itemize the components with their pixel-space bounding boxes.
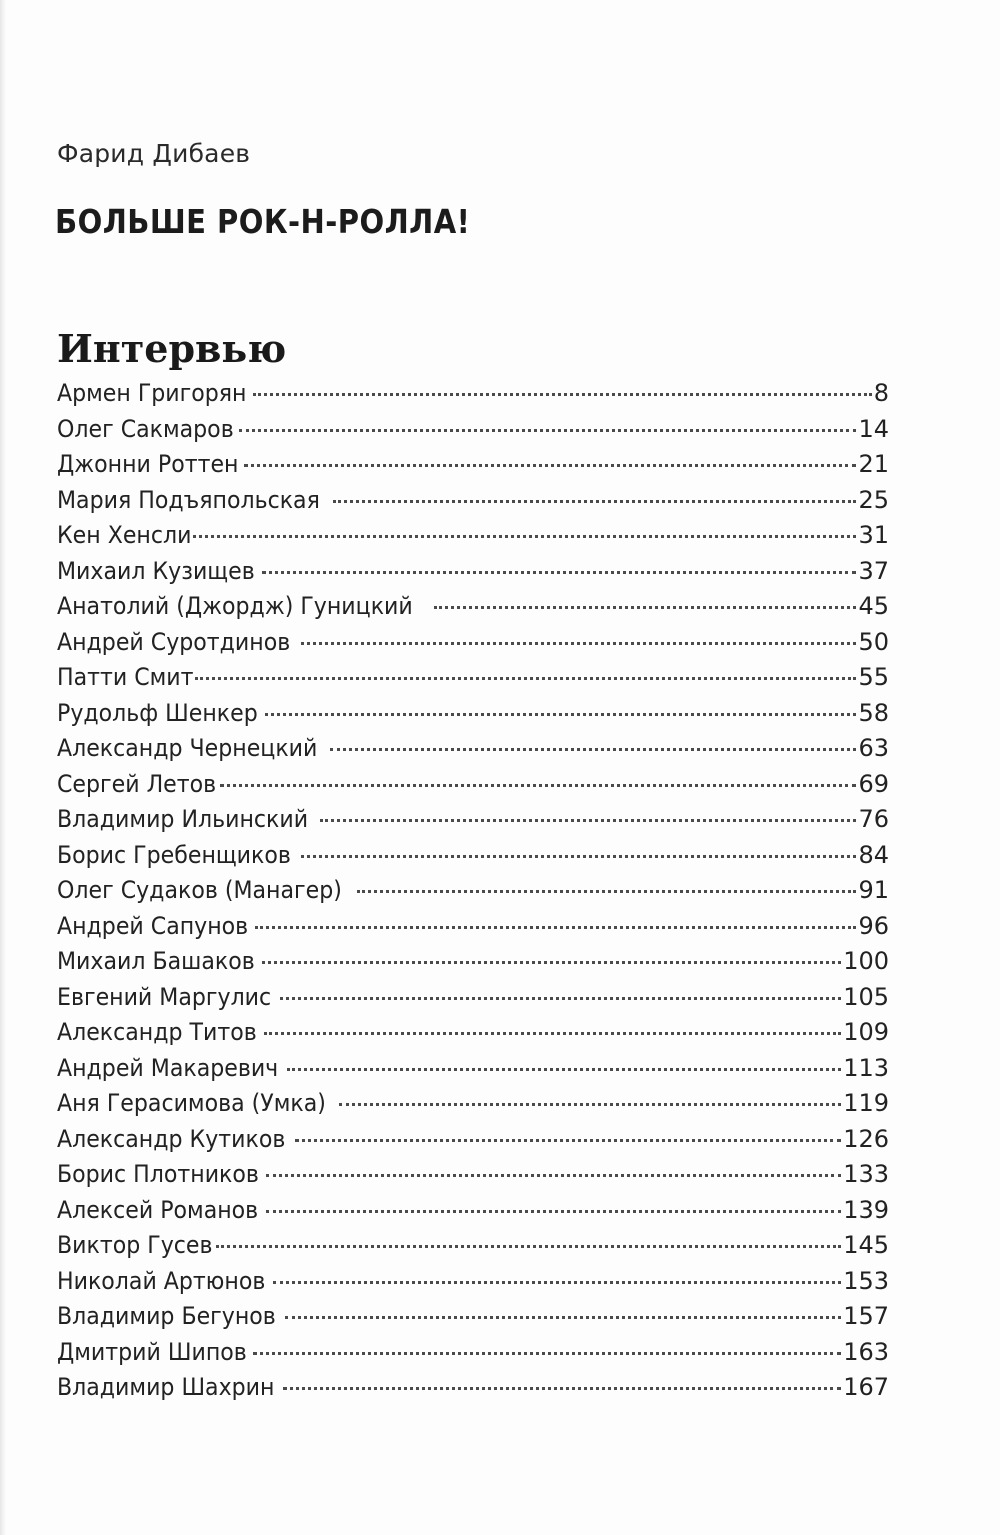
toc-entry-page-number: 58 <box>858 698 889 727</box>
toc-entry <box>57 1335 889 1371</box>
toc-entry-name: Алексей Романов <box>57 1195 259 1224</box>
toc-dot-leader <box>195 677 856 680</box>
toc-entry-name: Андрей Суротдинов <box>57 627 291 656</box>
toc-entry-page-number: 100 <box>843 947 889 975</box>
toc-entry <box>57 1264 889 1300</box>
toc-entry-name: Александр Чернецкий <box>57 734 318 762</box>
toc-dot-leader <box>266 1174 841 1177</box>
toc-dot-leader <box>266 1210 841 1213</box>
toc-entry-page-number: 50 <box>858 627 889 656</box>
toc-dot-leader <box>333 500 857 503</box>
toc-entry <box>57 1370 889 1406</box>
toc-entry-page-number: 45 <box>858 592 889 620</box>
toc-entry-page-number: 8 <box>873 379 889 407</box>
toc-dot-leader <box>273 1281 841 1284</box>
toc-entry <box>57 696 889 732</box>
toc-dot-leader <box>193 535 856 538</box>
toc-dot-leader <box>295 1139 841 1142</box>
toc-entry-name: Аня Герасимова (Умка) <box>57 1089 326 1117</box>
toc-entry-page-number: 76 <box>858 805 889 833</box>
toc-dot-leader <box>283 1387 841 1390</box>
toc-dot-leader <box>357 890 857 893</box>
toc-entry-name: Борис Гребенщиков <box>57 840 291 869</box>
toc-dot-leader <box>216 1245 841 1248</box>
toc-dot-leader <box>285 1316 841 1319</box>
toc-entry-page-number: 31 <box>858 521 889 549</box>
toc-entry-name: Джонни Роттен <box>57 450 239 478</box>
toc-entry-page-number: 119 <box>843 1089 889 1117</box>
toc-entry-name: Рудольф Шенкер <box>57 698 258 727</box>
toc-entry-page-number: 153 <box>843 1266 889 1295</box>
toc-dot-leader <box>262 571 857 574</box>
toc-entry-page-number: 63 <box>858 734 889 762</box>
toc-entry-page-number: 145 <box>843 1231 889 1259</box>
toc-entry-page-number: 37 <box>858 556 889 585</box>
toc-dot-leader <box>220 784 856 787</box>
toc-entry <box>57 1122 889 1158</box>
toc-entry-name: Олег Судаков (Манагер) <box>57 876 342 904</box>
toc-entry-page-number: 21 <box>858 450 889 478</box>
toc-entry-name: Николай Артюнов <box>57 1266 266 1295</box>
toc-dot-leader <box>434 606 857 609</box>
toc-entry-page-number: 109 <box>843 1018 889 1046</box>
toc-entry <box>57 767 889 803</box>
toc-entry-name: Андрей Макаревич <box>57 1053 279 1082</box>
toc-entry <box>57 980 889 1016</box>
section-heading: Интервью <box>57 326 287 371</box>
toc-entry-name: Олег Сакмаров <box>57 414 234 443</box>
toc-entry-page-number: 105 <box>843 982 889 1011</box>
toc-dot-leader <box>265 713 856 716</box>
toc-entry-page-number: 126 <box>843 1124 889 1153</box>
toc-entry-name: Армен Григорян <box>57 379 247 407</box>
toc-entry-page-number: 157 <box>843 1302 889 1330</box>
toc-entry-name: Владимир Шахрин <box>57 1373 275 1401</box>
toc-dot-leader <box>320 819 857 822</box>
toc-entry <box>57 1157 889 1193</box>
toc-entry <box>57 483 889 519</box>
toc-entry-name: Виктор Гусев <box>57 1231 213 1259</box>
page-edge-shadow <box>0 0 6 1535</box>
toc-entry-page-number: 163 <box>843 1337 889 1366</box>
toc-entry <box>57 589 889 625</box>
toc-dot-leader <box>339 1103 841 1106</box>
toc-entry <box>57 1299 889 1335</box>
toc-dot-leader <box>301 642 857 645</box>
toc-dot-leader <box>239 429 856 432</box>
toc-entry <box>57 731 889 767</box>
toc-entry-name: Александр Титов <box>57 1018 257 1046</box>
toc-entry <box>57 802 889 838</box>
table-of-contents <box>57 376 889 1406</box>
toc-entry-name: Кен Хенсли <box>57 521 192 549</box>
toc-entry <box>57 447 889 483</box>
toc-entry <box>57 838 889 874</box>
toc-entry-name: Дмитрий Шипов <box>57 1337 247 1366</box>
toc-entry <box>57 1015 889 1051</box>
toc-entry <box>57 1086 889 1122</box>
toc-dot-leader <box>280 997 841 1000</box>
toc-entry-page-number: 133 <box>843 1160 889 1188</box>
toc-entry <box>57 625 889 661</box>
toc-entry-name: Борис Плотников <box>57 1160 259 1188</box>
toc-dot-leader <box>287 1068 841 1071</box>
toc-dot-leader <box>262 961 841 964</box>
toc-entry-page-number: 113 <box>843 1053 889 1082</box>
toc-dot-leader <box>244 464 856 467</box>
toc-entry-name: Владимир Ильинский <box>57 805 309 833</box>
toc-entry <box>57 1228 889 1264</box>
toc-entry <box>57 554 889 590</box>
toc-dot-leader <box>253 1352 841 1355</box>
toc-entry <box>57 1051 889 1087</box>
toc-dot-leader <box>330 748 856 751</box>
toc-entry-page-number: 139 <box>843 1195 889 1224</box>
toc-entry-name: Владимир Бегунов <box>57 1302 276 1330</box>
toc-entry-name: Александр Кутиков <box>57 1124 286 1153</box>
toc-entry-page-number: 96 <box>858 911 889 940</box>
toc-dot-leader <box>264 1032 841 1035</box>
toc-entry <box>57 376 889 412</box>
toc-entry-name: Андрей Сапунов <box>57 911 249 940</box>
toc-entry-name: Мария Подъяпольская <box>57 485 320 514</box>
toc-entry-name: Михаил Кузищев <box>57 556 255 585</box>
toc-entry-page-number: 84 <box>858 840 889 869</box>
toc-entry <box>57 909 889 945</box>
toc-entry <box>57 412 889 448</box>
toc-entry-name: Сергей Летов <box>57 769 217 798</box>
toc-entry-page-number: 167 <box>843 1373 889 1401</box>
toc-entry-name: Патти Смит <box>57 663 194 691</box>
toc-dot-leader <box>301 855 856 858</box>
toc-dot-leader <box>255 926 857 929</box>
toc-entry-page-number: 25 <box>858 485 889 514</box>
toc-entry <box>57 660 889 696</box>
toc-entry-name: Евгений Маргулис <box>57 982 272 1011</box>
toc-entry-page-number: 91 <box>858 876 889 904</box>
toc-dot-leader <box>253 393 872 396</box>
toc-entry <box>57 944 889 980</box>
toc-entry-page-number: 55 <box>858 663 889 691</box>
toc-entry-page-number: 69 <box>858 769 889 798</box>
toc-entry-name: Анатолий (Джордж) Гуницкий <box>57 592 413 620</box>
toc-entry <box>57 1193 889 1229</box>
book-title: БОЛЬШЕ РОК-Н-РОЛЛА! <box>55 202 471 241</box>
toc-entry-page-number: 14 <box>858 414 889 443</box>
author-name: Фарид Дибаев <box>57 139 251 168</box>
toc-entry <box>57 873 889 909</box>
toc-entry <box>57 518 889 554</box>
toc-entry-name: Михаил Башаков <box>57 947 255 975</box>
